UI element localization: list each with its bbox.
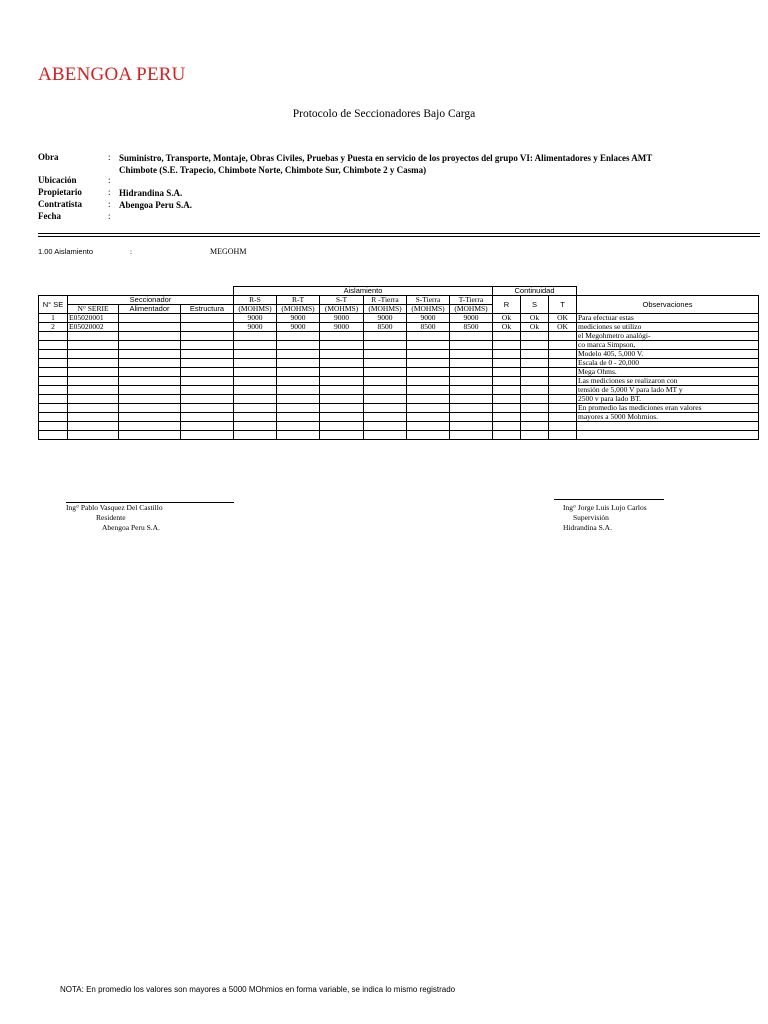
propietario-colon: : xyxy=(108,187,111,197)
ubicacion-colon: : xyxy=(108,175,111,185)
header-cont-r: R xyxy=(493,296,521,314)
row-number: 2 xyxy=(39,323,68,332)
row-estructura xyxy=(181,422,234,431)
row-value: 9000 xyxy=(234,314,277,323)
row-value xyxy=(407,341,450,350)
row-continuity xyxy=(493,395,521,404)
aislamiento-colon: : xyxy=(130,247,133,256)
header-continuidad: Continuidad xyxy=(493,287,577,296)
row-estructura xyxy=(181,377,234,386)
row-value: 9000 xyxy=(277,314,320,323)
row-continuity xyxy=(493,404,521,413)
row-alimentador xyxy=(119,395,181,404)
signature-right-name: Ing° Jorge Luis Lujo Carlos xyxy=(563,503,647,512)
row-serie-suffix: 1 xyxy=(99,313,104,322)
observation-line: Para efectuar estas xyxy=(578,313,634,322)
header-spacer-right xyxy=(577,287,759,296)
row-value xyxy=(320,368,364,377)
row-value xyxy=(407,359,450,368)
row-continuity: OK xyxy=(549,323,577,332)
row-estructura xyxy=(181,404,234,413)
row-number xyxy=(39,386,68,395)
document-title: Protocolo de Seccionadores Bajo Carga xyxy=(292,108,476,120)
row-value xyxy=(450,377,493,386)
signature-right xyxy=(563,503,647,533)
row-value xyxy=(234,359,277,368)
footer-note: NOTA: En promedio los valores son mayores a 5000 MOhmios en forma variable, se indica lo mismo registrado xyxy=(60,985,456,994)
row-continuity xyxy=(549,431,577,440)
propietario-label: Propietario xyxy=(38,187,82,197)
row-continuity xyxy=(493,422,521,431)
row-value xyxy=(320,395,364,404)
row-estructura xyxy=(181,314,234,323)
signature-line-right xyxy=(554,499,664,500)
observation-line: Las mediciones se realizaron con xyxy=(578,376,678,385)
header-measure-3: R -Tierra xyxy=(364,296,407,305)
obra-value-line-2: Chimbote (S.E. Trapecio, Chimbote Norte, Chimbote Sur, Chimbote 2 y Casma) xyxy=(119,165,427,175)
row-value xyxy=(234,332,277,341)
row-continuity: OK xyxy=(549,314,577,323)
row-value xyxy=(320,404,364,413)
signature-left-name: Ing° Pablo Vasquez Del Castillo xyxy=(66,503,163,512)
row-value xyxy=(234,368,277,377)
row-value xyxy=(320,422,364,431)
row-serie xyxy=(68,377,119,386)
row-value xyxy=(364,422,407,431)
row-value: 9000 xyxy=(450,314,493,323)
row-value xyxy=(364,332,407,341)
company-name: ABENGOA PERU xyxy=(38,64,186,85)
row-value: 9000 xyxy=(407,314,450,323)
table-row xyxy=(39,413,759,422)
observation-line: mayores a 5000 Mohmios. xyxy=(578,412,658,421)
row-estructura xyxy=(181,332,234,341)
row-value xyxy=(320,350,364,359)
aislamiento-unit: MEGOHM xyxy=(210,247,247,256)
row-continuity xyxy=(521,431,549,440)
header-measure-5: T-Tierra xyxy=(450,296,493,305)
observation-line: mediciones se utilizo xyxy=(578,322,642,331)
row-continuity: Ok xyxy=(493,323,521,332)
row-estructura xyxy=(181,368,234,377)
row-observation xyxy=(577,422,759,431)
row-value xyxy=(364,359,407,368)
row-value xyxy=(277,431,320,440)
row-value: 9000 xyxy=(277,323,320,332)
ubicacion-label: Ubicación xyxy=(38,175,77,185)
row-value xyxy=(320,386,364,395)
table-row xyxy=(39,350,759,359)
row-value: 8500 xyxy=(407,323,450,332)
header-cont-t: T xyxy=(549,296,577,314)
header-row-main xyxy=(39,296,759,305)
header-nse: N° SE xyxy=(39,296,68,314)
row-number xyxy=(39,431,68,440)
row-continuity xyxy=(521,332,549,341)
row-value xyxy=(277,341,320,350)
row-value xyxy=(450,359,493,368)
observation-line: Mega Ohms. xyxy=(578,367,617,376)
row-value xyxy=(234,341,277,350)
row-serie-suffix: 2 xyxy=(99,322,104,331)
observation-line: co marca Simpson, xyxy=(578,340,636,349)
header-alimentador: Alimentador xyxy=(119,305,181,314)
header-unit-3: (MOHMS) xyxy=(364,305,407,314)
row-number xyxy=(39,341,68,350)
row-serie xyxy=(68,422,119,431)
row-continuity xyxy=(493,341,521,350)
row-value xyxy=(450,332,493,341)
observation-line: Escala de 0 - 20,000 xyxy=(578,358,640,367)
header-unit-2: (MOHMS) xyxy=(320,305,364,314)
measurement-table xyxy=(38,286,759,440)
row-number xyxy=(39,404,68,413)
observation-line: En promedio las mediciones eran valores xyxy=(578,403,702,412)
row-serie xyxy=(68,341,119,350)
row-continuity xyxy=(521,368,549,377)
row-value xyxy=(450,422,493,431)
row-continuity xyxy=(521,395,549,404)
row-continuity xyxy=(493,431,521,440)
row-serie-base: E0502000 xyxy=(69,322,100,331)
row-value xyxy=(407,431,450,440)
row-continuity xyxy=(521,359,549,368)
row-value xyxy=(277,368,320,377)
row-value: 8500 xyxy=(364,323,407,332)
row-continuity xyxy=(493,377,521,386)
observation-line: tensión de 5,000 V para lado MT y xyxy=(578,385,683,394)
signature-right-company: Hidrandina S.A. xyxy=(563,523,612,532)
obra-value xyxy=(119,152,719,176)
propietario-value: Hidrandina S.A. xyxy=(119,188,183,198)
header-measure-2: S-T xyxy=(320,296,364,305)
row-estructura xyxy=(181,359,234,368)
row-value xyxy=(234,350,277,359)
signature-left xyxy=(66,503,163,533)
row-number xyxy=(39,395,68,404)
row-number xyxy=(39,359,68,368)
row-value xyxy=(407,386,450,395)
row-value xyxy=(277,359,320,368)
row-estructura xyxy=(181,386,234,395)
row-value: 9000 xyxy=(320,314,364,323)
fecha-colon: : xyxy=(108,211,111,221)
row-value: 9000 xyxy=(364,314,407,323)
row-value xyxy=(364,395,407,404)
row-serie-base: E0502000 xyxy=(69,313,100,322)
row-alimentador xyxy=(119,341,181,350)
row-value xyxy=(450,431,493,440)
header-estructura: Estructura xyxy=(181,305,234,314)
separator-rule-top xyxy=(38,233,760,234)
row-continuity xyxy=(549,386,577,395)
row-serie xyxy=(68,368,119,377)
row-number xyxy=(39,332,68,341)
row-value xyxy=(407,368,450,377)
row-value xyxy=(407,377,450,386)
row-alimentador xyxy=(119,404,181,413)
obra-label: Obra xyxy=(38,152,59,162)
row-alimentador xyxy=(119,422,181,431)
row-value xyxy=(277,404,320,413)
row-serie xyxy=(68,359,119,368)
row-value xyxy=(320,332,364,341)
row-serie xyxy=(68,350,119,359)
contratista-value: Abengoa Peru S.A. xyxy=(119,200,193,210)
observation-line: Modelo 405, 5,000 V. xyxy=(578,349,644,358)
row-continuity xyxy=(549,368,577,377)
table-row xyxy=(39,422,759,431)
row-value xyxy=(234,431,277,440)
row-number xyxy=(39,422,68,431)
row-continuity xyxy=(493,332,521,341)
row-continuity xyxy=(549,341,577,350)
row-estructura xyxy=(181,350,234,359)
signature-right-role: Supervisión xyxy=(573,513,609,522)
table-row xyxy=(39,341,759,350)
header-measure-0: R-S xyxy=(234,296,277,305)
row-value xyxy=(277,350,320,359)
row-value xyxy=(364,413,407,422)
row-alimentador xyxy=(119,350,181,359)
row-serie xyxy=(68,323,119,332)
row-number xyxy=(39,377,68,386)
header-unit-0: (MOHMS) xyxy=(234,305,277,314)
row-alimentador xyxy=(119,431,181,440)
row-continuity: Ok xyxy=(493,314,521,323)
contratista-colon: : xyxy=(108,199,111,209)
row-value xyxy=(364,386,407,395)
row-continuity xyxy=(549,404,577,413)
row-continuity xyxy=(521,350,549,359)
row-value xyxy=(234,413,277,422)
row-estructura xyxy=(181,341,234,350)
row-value xyxy=(320,413,364,422)
row-estructura xyxy=(181,413,234,422)
row-alimentador xyxy=(119,377,181,386)
header-observaciones: Observaciones xyxy=(577,296,759,314)
row-alimentador xyxy=(119,386,181,395)
header-unit-5: (MOHMS) xyxy=(450,305,493,314)
table-row xyxy=(39,314,759,323)
row-value xyxy=(450,341,493,350)
header-measure-4: S-Tierra xyxy=(407,296,450,305)
row-serie xyxy=(68,386,119,395)
row-value xyxy=(234,404,277,413)
row-number xyxy=(39,350,68,359)
row-value xyxy=(450,350,493,359)
row-value xyxy=(277,422,320,431)
fecha-label: Fecha xyxy=(38,211,61,221)
row-continuity xyxy=(493,368,521,377)
row-value xyxy=(320,359,364,368)
signature-left-company: Abengoa Peru S.A. xyxy=(102,523,160,532)
row-serie xyxy=(68,404,119,413)
row-continuity: Ok xyxy=(521,314,549,323)
row-observation xyxy=(577,431,759,440)
row-continuity xyxy=(493,350,521,359)
row-continuity xyxy=(493,413,521,422)
row-estructura xyxy=(181,395,234,404)
header-unit-1: (MOHMS) xyxy=(277,305,320,314)
row-value: 9000 xyxy=(234,323,277,332)
table-row xyxy=(39,431,759,440)
row-alimentador xyxy=(119,314,181,323)
header-row-groups xyxy=(39,287,759,296)
row-continuity xyxy=(521,422,549,431)
aislamiento-section-label: 1.00 Aislamiento xyxy=(38,247,94,256)
row-alimentador xyxy=(119,413,181,422)
header-spacer xyxy=(39,287,234,296)
row-value xyxy=(277,395,320,404)
row-value xyxy=(364,431,407,440)
observation-line: el Megohmetro analógi- xyxy=(578,331,651,340)
row-value xyxy=(407,404,450,413)
row-value xyxy=(234,377,277,386)
row-continuity xyxy=(521,404,549,413)
separator-rule-bottom xyxy=(38,236,760,237)
row-continuity xyxy=(549,395,577,404)
row-value xyxy=(364,368,407,377)
row-number xyxy=(39,413,68,422)
row-continuity xyxy=(549,413,577,422)
row-value xyxy=(450,413,493,422)
row-continuity xyxy=(549,359,577,368)
row-value xyxy=(450,368,493,377)
obra-colon: : xyxy=(108,152,111,162)
row-value xyxy=(277,332,320,341)
row-value xyxy=(407,413,450,422)
row-continuity xyxy=(549,377,577,386)
table-row xyxy=(39,359,759,368)
row-value xyxy=(407,350,450,359)
row-value: 8500 xyxy=(450,323,493,332)
row-value xyxy=(364,377,407,386)
observation-line: 2500 v para lado BT. xyxy=(578,394,641,403)
row-value xyxy=(364,341,407,350)
row-continuity xyxy=(521,413,549,422)
row-continuity xyxy=(493,386,521,395)
row-value xyxy=(407,422,450,431)
row-continuity xyxy=(549,332,577,341)
row-value xyxy=(320,377,364,386)
table-row xyxy=(39,323,759,332)
row-value xyxy=(234,395,277,404)
row-serie xyxy=(68,332,119,341)
row-continuity xyxy=(493,359,521,368)
signature-left-role: Residente xyxy=(96,513,126,522)
row-value xyxy=(320,431,364,440)
row-value xyxy=(407,395,450,404)
header-cont-s: S xyxy=(521,296,549,314)
row-observation xyxy=(577,413,759,422)
row-number: 1 xyxy=(39,314,68,323)
row-alimentador xyxy=(119,323,181,332)
row-continuity xyxy=(521,386,549,395)
header-nserie: N° SERIE xyxy=(68,305,119,314)
obra-value-line-1: Suministro, Transporte, Montaje, Obras Civiles, Pruebas y Puesta en servicio de los proyectos del grupo VI: Alimentadores y Enlaces AMT xyxy=(119,153,653,163)
row-continuity: Ok xyxy=(521,323,549,332)
row-value xyxy=(407,332,450,341)
table-row xyxy=(39,386,759,395)
row-continuity xyxy=(549,350,577,359)
row-serie xyxy=(68,431,119,440)
row-value: 9000 xyxy=(320,323,364,332)
row-value xyxy=(450,395,493,404)
row-estructura xyxy=(181,323,234,332)
table-body xyxy=(39,314,759,440)
row-value xyxy=(450,386,493,395)
row-value xyxy=(450,404,493,413)
header-unit-4: (MOHMS) xyxy=(407,305,450,314)
row-alimentador xyxy=(119,332,181,341)
row-alimentador xyxy=(119,368,181,377)
row-value xyxy=(364,350,407,359)
row-value xyxy=(234,386,277,395)
table-row xyxy=(39,332,759,341)
row-estructura xyxy=(181,431,234,440)
header-measure-1: R-T xyxy=(277,296,320,305)
row-continuity xyxy=(521,341,549,350)
row-alimentador xyxy=(119,359,181,368)
row-value xyxy=(277,386,320,395)
row-serie xyxy=(68,413,119,422)
header-aislamiento: Aislamiento xyxy=(234,287,493,296)
row-serie xyxy=(68,395,119,404)
row-continuity xyxy=(521,377,549,386)
row-value xyxy=(320,341,364,350)
row-value xyxy=(364,404,407,413)
row-value xyxy=(277,413,320,422)
row-number xyxy=(39,368,68,377)
row-continuity xyxy=(549,422,577,431)
header-seccionador: Seccionador xyxy=(68,296,234,305)
contratista-label: Contratista xyxy=(38,199,82,209)
row-serie xyxy=(68,314,119,323)
row-value xyxy=(277,377,320,386)
row-value xyxy=(234,422,277,431)
